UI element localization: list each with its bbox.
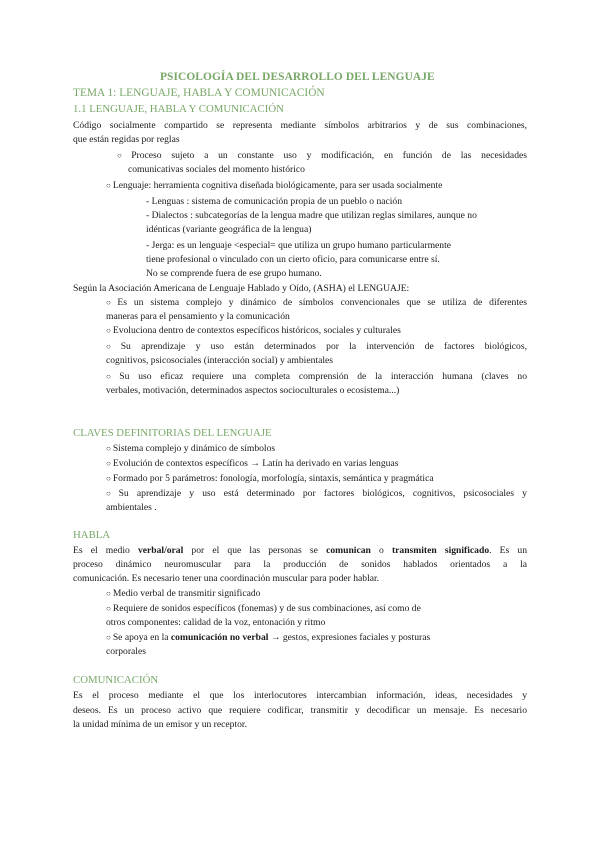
list-item: ○ Es un sistema complejo y dinámico de símbolos convencionales que se utiliza de diferentes [106,297,527,308]
bullet-icon: ○ [106,444,111,453]
list-item: ○ Su uso eficaz requiere una completa comprensión de la interacción humana (claves no [106,371,527,382]
list-item: ○ Se apoya en la comunicación no verbal → gestos, expresiones faciales y posturas [106,632,431,643]
list-item: ○ Lenguaje: herramienta cognitiva diseñada biológicamente, para ser usada socialmente [106,180,443,191]
asha-line: Según la Asociación Americana de Lenguaje Hablado y Oído, (ASHA) el LENGUAJE: [73,283,410,294]
tema-heading: TEMA 1: LENGUAJE, HABLA Y COMUNICACIÓN [73,87,325,99]
sub-item-dialectos-cont: idénticas (variante geográfica de la lengua) [146,224,312,235]
sub-item-dialectos: - Dialectos : subcategorías de la lengua madre que utilizan reglas similares, aunque no [146,210,477,221]
list-item: ○ Sistema complejo y dinámico de símbolos [106,443,276,454]
section-heading-claves: CLAVES DEFINITORIAS DEL LENGUAJE [73,427,272,439]
comunicacion-line-2: deseos. Es un proceso activo que requiere codificar, transmitir y decodificar un mensaje. Es necesario [73,705,527,716]
list-item: ○ Requiere de sonidos específicos (fonemas) y de sus combinaciones, así como de [106,603,421,614]
sub-item-jerga-cont2: No se comprende fuera de ese grupo humano. [146,268,322,279]
list-item-cont: cognitivos, psicosociales (interacción social) y ambientales [106,355,333,366]
bullet-icon: ○ [106,474,111,483]
list-item-cont: verbales, motivación, determinados aspectos socioculturales o ecosistema...) [106,385,400,396]
list-item: ○ Evoluciona dentro de contextos específicos históricos, sociales y culturales [106,325,401,336]
habla-paragraph-line-2: proceso dinámico neuromuscular para la producción de sonidos hablados orientados a la [73,559,527,570]
list-item: ○ Su aprendizaje y uso están determinados por la intervención de factores biológicos, [106,341,527,352]
list-item-cont: comunicativas sociales del momento histórico [128,164,305,175]
habla-paragraph-line-1: Es el medio verbal/oral por el que las personas se comunican o transmiten significado. Es un [73,545,528,556]
sub-item-jerga-cont: tiene profesional o vinculado con un cierto oficio, para comunicarse entre sí. [146,254,440,265]
section-heading-habla: HABLA [73,529,111,541]
list-item-cont: maneras para el pensamiento y la comunicación [106,311,290,322]
comunicacion-line-1: Es el proceso mediante el que los interlocutores intercambian información, ideas, necesidades y [73,690,527,701]
bullet-icon: ○ [106,298,116,307]
intro-line-2: que están regidas por reglas [73,134,180,145]
bullet-icon: ○ [117,151,130,160]
bullet-icon: ○ [106,326,111,335]
list-item: ○ Su aprendizaje y uso está determinado por factores biológicos, cognitivos, psicosociales y [106,488,527,499]
list-item: ○ Proceso sujeto a un constante uso y modificación, en función de las necesidades [117,150,527,161]
list-item: ○ Formado por 5 parámetros: fonología, morfología, sintaxis, semántica y pragmática [106,473,434,484]
section-heading-comunicacion: COMUNICACIÓN [73,674,159,686]
list-item: ○ Medio verbal de transmitir significado [106,588,261,599]
list-item: ○ Evolución de contextos específicos → Latín ha derivado en varias lenguas [106,458,399,469]
bullet-icon: ○ [106,604,111,613]
bullet-icon: ○ [106,342,119,351]
sub-item-jerga: - Jerga: es un lenguaje <especial= que utiliza un grupo humano particularmente [146,240,452,251]
section-heading-lenguaje: 1.1 LENGUAJE, HABLA Y COMUNICACIÓN [73,103,284,115]
list-item-cont: ambientales . [106,502,157,513]
bullet-icon: ○ [106,181,111,190]
bullet-icon: ○ [106,633,111,642]
document-title: PSICOLOGÍA DEL DESARROLLO DEL LENGUAJE [160,71,435,83]
list-item-cont: corporales [106,646,146,657]
bullet-icon: ○ [106,489,117,498]
bullet-icon: ○ [106,589,111,598]
comunicacion-line-3: la unidad mínima de un emisor y un receptor. [73,719,247,730]
bullet-icon: ○ [106,372,118,381]
intro-line-1: Código socialmente compartido se representa mediante símbolos arbitrarios y de sus combinaciones, [73,120,527,131]
list-item-cont: otros componentes: calidad de la voz, entonación y ritmo [106,617,326,628]
habla-paragraph-line-3: comunicación. Es necesario tener una coordinación muscular para poder hablar. [73,573,380,584]
bullet-icon: ○ [106,459,111,468]
sub-item-lenguas: - Lenguas : sistema de comunicación propia de un pueblo o nación [146,196,403,207]
